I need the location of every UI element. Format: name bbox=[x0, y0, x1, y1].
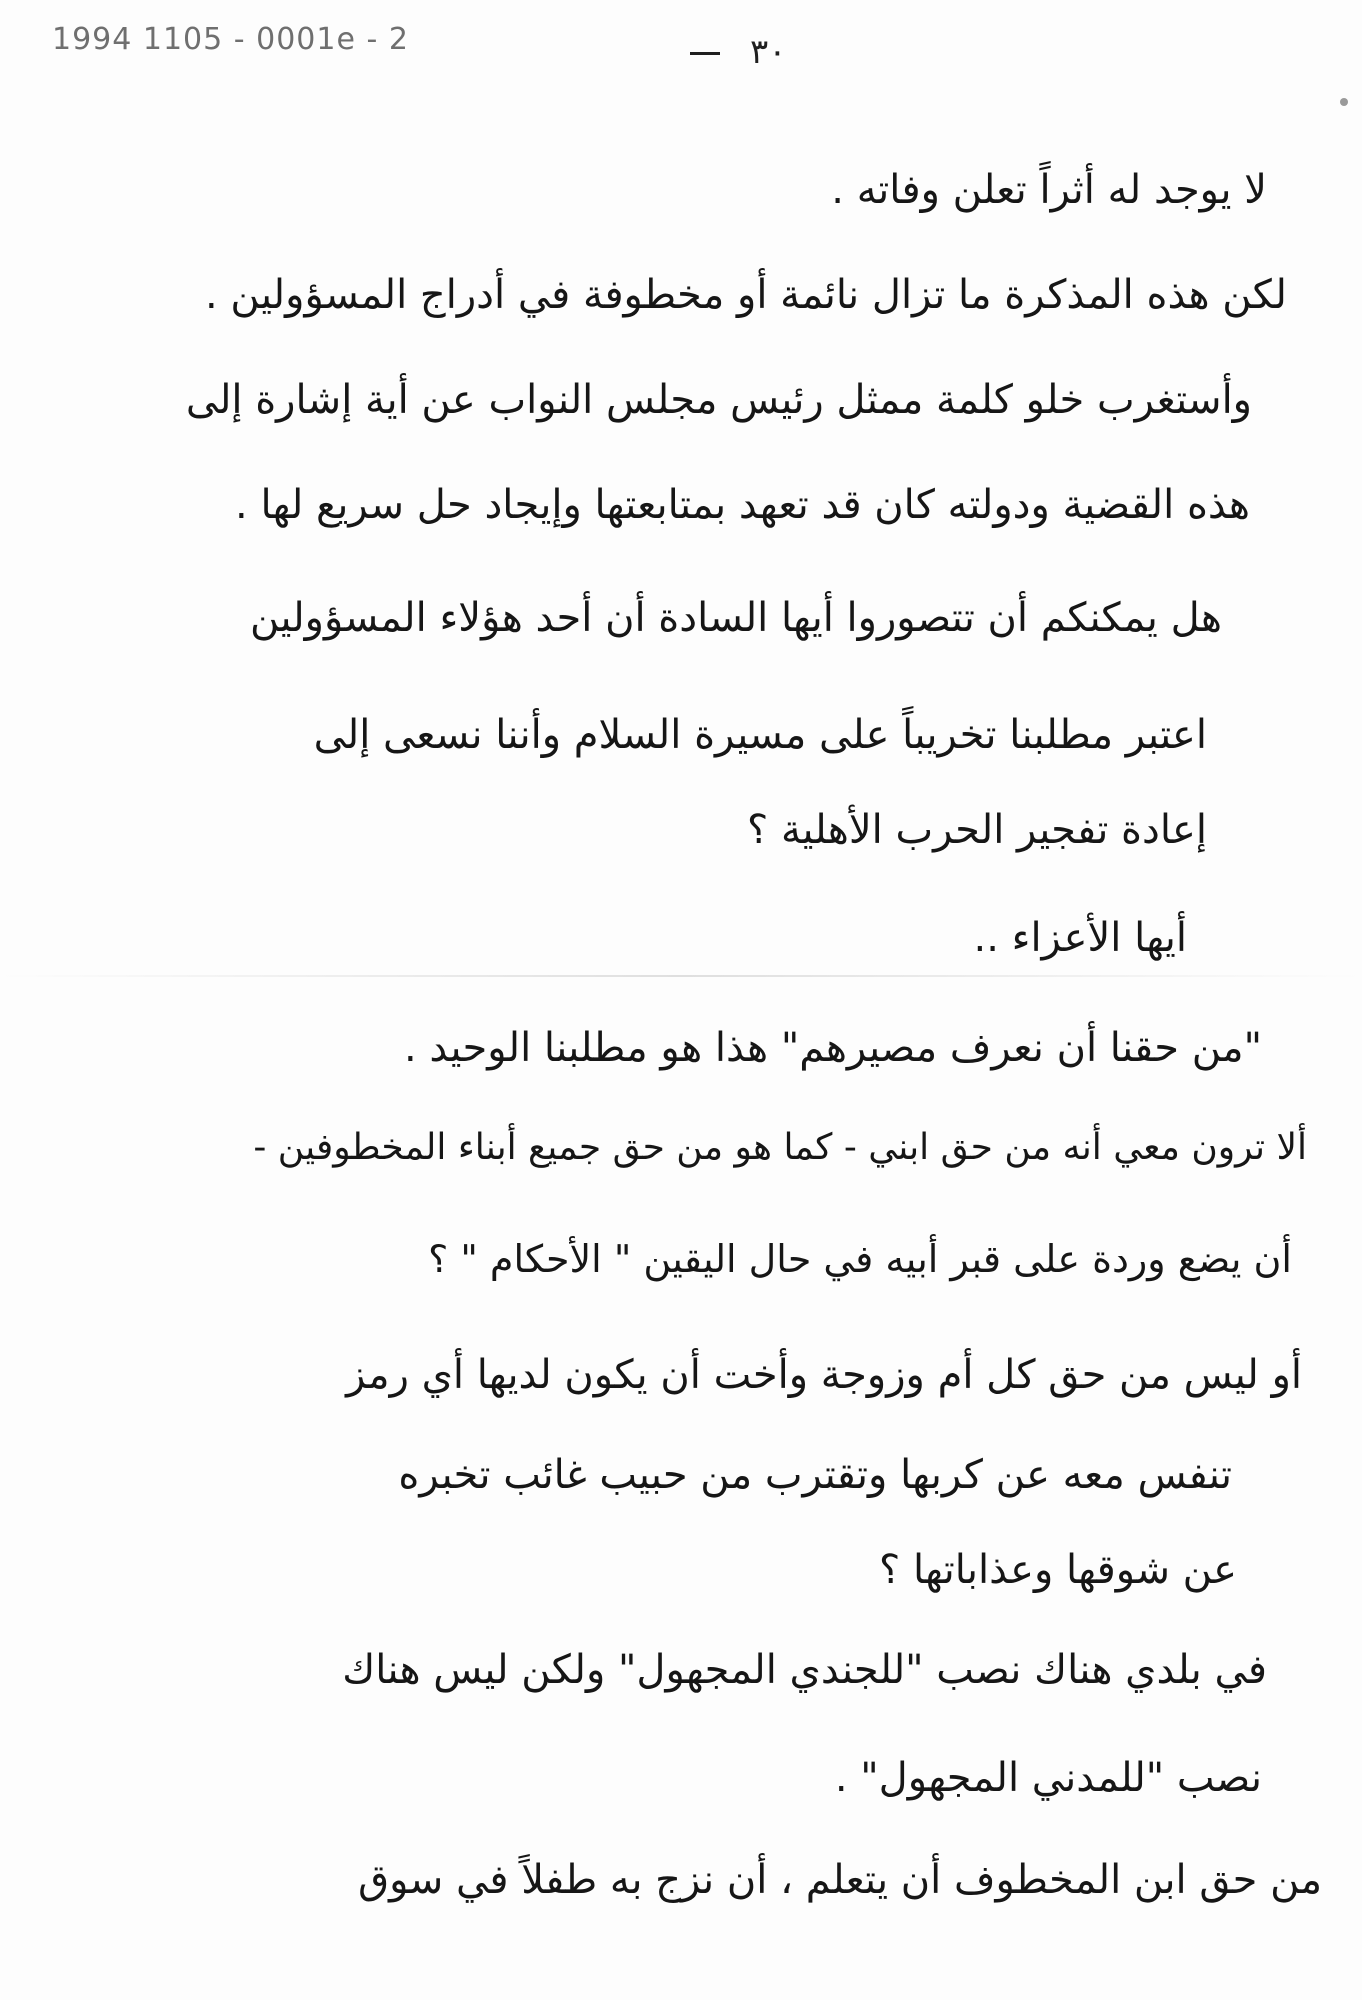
ink-dot-mark bbox=[1340, 98, 1348, 106]
text-line-13: تنفس معه عن كربها وتقترب من حبيب غائب تخبره bbox=[398, 1452, 1232, 1498]
text-line-7: إعادة تفجير الحرب الأهلية ؟ bbox=[747, 807, 1207, 853]
page-number-dash bbox=[690, 52, 720, 55]
paper-fold-line bbox=[0, 975, 1362, 977]
text-line-4: هذه القضية ودولته كان قد تعهد بمتابعتها وإيجاد حل سريع لها . bbox=[235, 482, 1250, 528]
text-line-10: ألا ترون معي أنه من حق ابني - كما هو من حق جميع أبناء المخطوفين - bbox=[253, 1127, 1307, 1168]
text-line-16: نصب "للمدني المجهول" . bbox=[834, 1755, 1262, 1801]
text-line-3: وأستغرب خلو كلمة ممثل رئيس مجلس النواب عن أية إشارة إلى bbox=[185, 377, 1252, 423]
text-line-14: عن شوقها وعذاباتها ؟ bbox=[879, 1547, 1237, 1593]
text-line-1: لا يوجد له أثراً تعلن وفاته . bbox=[831, 167, 1267, 213]
text-line-8: أيها الأعزاء .. bbox=[973, 915, 1187, 961]
archive-reference-number: 1994 1105 - 0001e - 2 bbox=[52, 22, 409, 57]
text-line-15: في بلدي هناك نصب "للجندي المجهول" ولكن ليس هناك bbox=[342, 1647, 1267, 1693]
text-line-5: هل يمكنكم أن تتصوروا أيها السادة أن أحد هؤلاء المسؤولين bbox=[249, 595, 1222, 641]
text-line-12: أو ليس من حق كل أم وزوجة وأخت أن يكون لديها أي رمز bbox=[346, 1352, 1302, 1398]
page-number-value: ٣٠ bbox=[750, 32, 787, 72]
text-line-9: "من حقنا أن نعرف مصيرهم" هذا هو مطلبنا الوحيد . bbox=[404, 1025, 1262, 1071]
text-line-17: من حق ابن المخطوف أن يتعلم ، أن نزج به طفلاً في سوق bbox=[358, 1857, 1322, 1903]
text-line-6: اعتبر مطلبنا تخريباً على مسيرة السلام وأننا نسعى إلى bbox=[313, 712, 1207, 758]
text-line-11: أن يضع وردة على قبر أبيه في حال اليقين " الأحكام " ؟ bbox=[428, 1237, 1292, 1281]
page-number bbox=[690, 32, 787, 72]
text-line-2: لكن هذه المذكرة ما تزال نائمة أو مخطوفة في أدراج المسؤولين . bbox=[204, 272, 1287, 318]
